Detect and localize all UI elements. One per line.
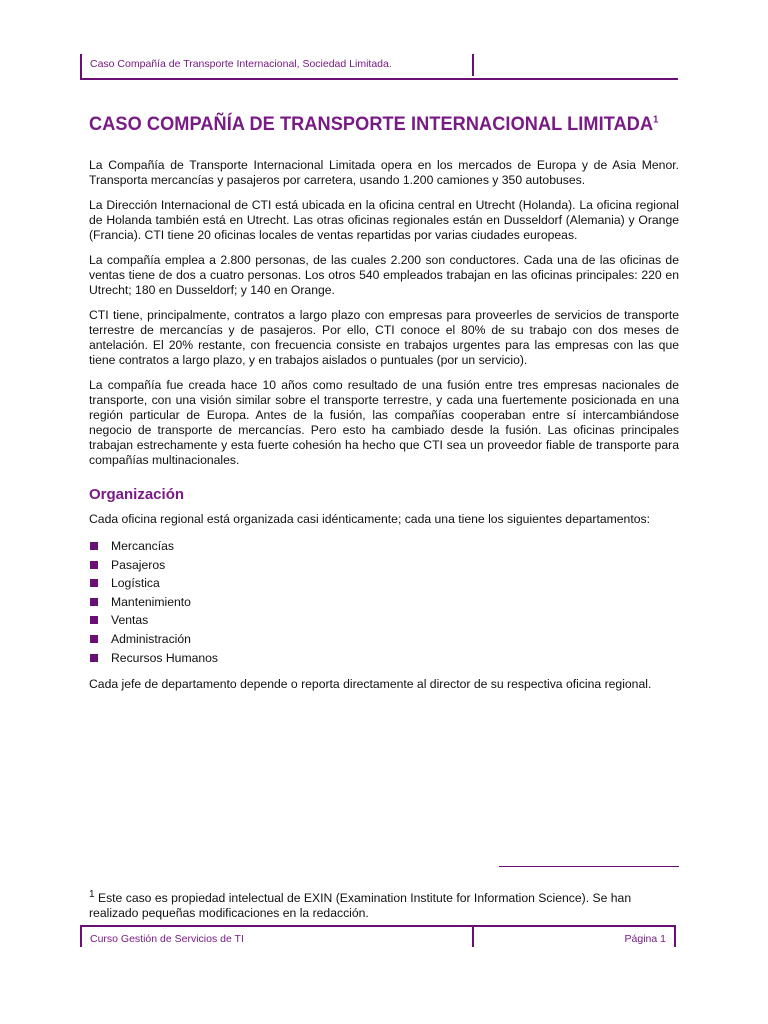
list-item [89,556,679,575]
footer-course-title: Curso Gestión de Servicios de TI [90,933,244,945]
square-bullet-icon [90,579,98,587]
square-bullet-icon [90,616,98,624]
list-item [89,630,679,649]
page-footer [80,925,676,947]
department-label: Mantenimiento [111,594,191,609]
list-item [89,611,679,630]
footnote [89,888,679,921]
paragraph-4: CTI tiene, principalmente, contratos a largo plazo con empresas para proveerles de servicios de transporte terrestre de mercancías y de pasajeros. Por ello, CTI conoce el 80% de su trabajo con dos meses de antelación. El 20% restante, con frecuencia consiste en trabajos urgentes para las empresas con las que tiene contratos a largo plazo, y en trabajos aislados o puntuales (por un servicio). [89,308,679,367]
page-header [80,54,678,80]
title-text: CASO COMPAÑÍA DE TRANSPORTE INTERNACIONAL LIMITADA [89,113,654,135]
document-title [89,113,659,136]
square-bullet-icon [90,635,98,643]
organization-closing: Cada jefe de departamento depende o reporta directamente al director de su respectiva oficina regional. [89,677,652,692]
square-bullet-icon [90,542,98,550]
department-label: Logística [111,576,160,591]
paragraph-1: La Compañía de Transporte Internacional Limitada opera en los mercados de Europa y de Asia Menor. Transporta mercancías y pasajeros por carretera, usando 1.200 camiones y 350 autobuses. [89,158,679,187]
department-label: Ventas [111,613,149,628]
footnote-separator [499,866,679,867]
section-heading-organizacion: Organización [89,486,185,503]
paragraph-2: La Dirección Internacional de CTI está ubicada en la oficina central en Utrecht (Holanda). La oficina regional de Holanda también está en Utrecht. Las otras oficinas regionales están en Dusseldorf (Alemania) y Orange (Francia). CTI tiene 20 oficinas locales de ventas repartidas por varias ciudades europeas. [89,198,679,242]
footnote-mark: 1 [89,888,95,900]
title-footnote-mark: 1 [653,114,659,126]
list-item [89,593,679,612]
list-item [89,537,679,556]
department-label: Recursos Humanos [111,650,219,665]
paragraph-3: La compañía emplea a 2.800 personas, de las cuales 2.200 son conductores. Cada una de las oficinas de ventas tiene de dos a cuatro personas. Los otros 540 empleados trabajan en las oficinas principales: 220 en Utrecht; 180 en Dusseldorf; y 140 en Orange. [89,253,679,297]
square-bullet-icon [90,654,98,662]
organization-intro: Cada oficina regional está organizada casi idénticamente; cada una tiene los siguientes departamentos: [89,512,650,526]
department-label: Pasajeros [111,557,166,572]
paragraph-5: La compañía fue creada hace 10 años como resultado de una fusión entre tres empresas nacionales de transporte, con una visión similar sobre el transporte terrestre, y cada una fuertemente posicionada en una región particular de Europa. Antes de la fusión, las compañías cooperaban entre sí intercambiándose negocio de transporte de mercancías. Pero esto ha cambiado desde la fusión. Las oficinas principales trabajan estrechamente y esta fuerte cohesión ha hecho que CTI sea un proveedor fiable de transporte para compañías multinacionales. [89,378,679,467]
department-label: Mercancías [111,539,174,553]
header-divider [472,54,474,76]
page-number: Página 1 [624,933,666,945]
list-item [89,574,679,593]
main-content [89,113,679,702]
list-item [89,649,679,668]
footer-divider [472,927,474,947]
running-title: Caso Compañía de Transporte Internacional, Sociedad Limitada. [90,58,392,70]
square-bullet-icon [90,598,98,606]
square-bullet-icon [90,561,98,569]
department-list [89,537,679,667]
footnote-text: Este caso es propiedad intelectual de EXIN (Examination Institute for Information Science). Se han realizado pequeñas modificaciones en la redacción. [89,891,632,920]
department-label: Administración [111,631,191,646]
